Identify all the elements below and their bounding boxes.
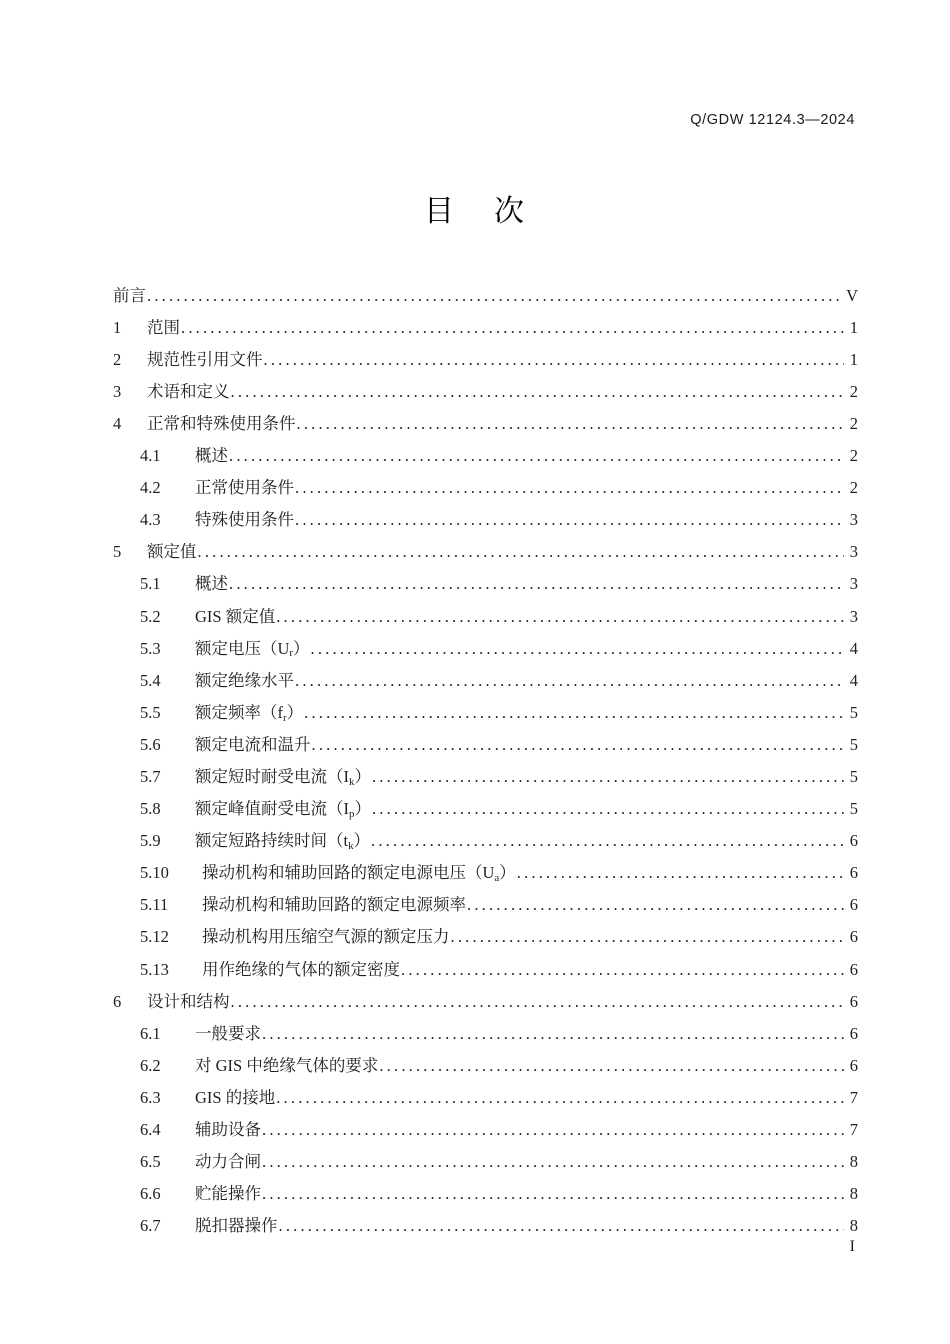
toc-entry-label: GIS 的接地 bbox=[195, 1087, 276, 1107]
toc-dot-leader bbox=[467, 897, 844, 914]
toc-dot-leader bbox=[401, 962, 844, 979]
toc-entry-number: 6 bbox=[113, 991, 122, 1011]
toc-entry-subscript: p bbox=[349, 807, 355, 820]
toc-dot-leader bbox=[297, 416, 845, 433]
toc-entry-page-number: 6 bbox=[849, 1055, 858, 1075]
toc-entry-page-number: 7 bbox=[849, 1120, 858, 1140]
toc-entry-number: 3 bbox=[113, 381, 122, 401]
toc-entry-label: 操动机构用压缩空气源的额定压力 bbox=[202, 927, 450, 947]
toc-entry-page-number: 3 bbox=[849, 510, 858, 530]
toc-entry-page-number: 6 bbox=[849, 895, 858, 915]
toc-entry-page-number: 5 bbox=[849, 702, 858, 722]
toc-entry-label: 设计和结构 bbox=[147, 991, 230, 1011]
toc-entry[interactable] bbox=[113, 721, 858, 753]
toc-entry[interactable] bbox=[113, 1139, 858, 1171]
toc-entry[interactable] bbox=[113, 1074, 858, 1106]
toc-dot-leader bbox=[295, 512, 844, 529]
toc-dot-leader bbox=[371, 833, 844, 850]
toc-entry-label: 一般要求 bbox=[195, 1023, 261, 1043]
toc-entry-label: 用作绝缘的气体的额定密度 bbox=[202, 959, 400, 979]
toc-entry-label: 额定电流和温升 bbox=[195, 734, 311, 754]
toc-entry-page-number: 4 bbox=[849, 670, 858, 690]
toc-entry-number: 5 bbox=[113, 542, 122, 562]
toc-entry[interactable] bbox=[113, 1042, 858, 1074]
toc-entry-page-number: 1 bbox=[849, 349, 858, 369]
toc-entry[interactable] bbox=[113, 657, 858, 689]
toc-entry-number: 6.3 bbox=[140, 1087, 161, 1107]
toc-entry-label: 额定电压$(U_r)$ bbox=[195, 638, 310, 660]
toc-entry-number: 5.9 bbox=[140, 831, 161, 851]
toc-entry-label: 操动机构和辅助回路的额定电源频率 bbox=[202, 895, 466, 915]
toc-entry-number: 6.6 bbox=[140, 1184, 161, 1204]
toc-entry-subscript: a bbox=[494, 872, 500, 885]
toc-entry-label: 规范性引用文件 bbox=[147, 349, 263, 369]
toc-entry[interactable] bbox=[113, 1106, 858, 1138]
toc-entry-label: GIS 额定值 bbox=[195, 606, 276, 626]
toc-entry[interactable] bbox=[113, 561, 858, 593]
page-title: 目 次 bbox=[424, 195, 526, 228]
toc-entry-page-number: 2 bbox=[849, 478, 858, 498]
toc-entry-page-number: 8 bbox=[849, 1216, 858, 1236]
toc-entry-number: 5.7 bbox=[140, 767, 161, 786]
toc-entry-number: 6.4 bbox=[140, 1120, 161, 1140]
toc-entry-number: 6.5 bbox=[140, 1152, 161, 1172]
toc-entry[interactable] bbox=[113, 882, 858, 914]
toc-entry[interactable] bbox=[113, 946, 858, 978]
toc-entry-page-number: 5 bbox=[849, 767, 858, 786]
toc-entry-number: 6.1 bbox=[140, 1023, 161, 1043]
toc-entry-page-number: 6 bbox=[849, 831, 858, 851]
document-header-standard-number: Q/GDW 12124.3—2024 bbox=[690, 112, 855, 128]
toc-entry-page-number: 8 bbox=[849, 1152, 858, 1172]
toc-entry[interactable] bbox=[113, 400, 858, 432]
toc-entry-number: 5.11 bbox=[140, 895, 169, 915]
toc-dot-leader bbox=[311, 641, 844, 658]
toc-entry-page-number: 5 bbox=[849, 799, 858, 819]
toc-entry[interactable] bbox=[113, 753, 858, 788]
toc-entry[interactable] bbox=[113, 593, 858, 625]
toc-entry-subscript: k bbox=[349, 775, 355, 788]
toc-entry-label: 范围 bbox=[147, 317, 180, 337]
toc-entry-label: 额定频率$(f_r)$ bbox=[195, 702, 304, 724]
toc-dot-leader bbox=[451, 929, 845, 946]
toc-entry-label: 额定短路持续时间$(t_k)$ bbox=[195, 831, 371, 853]
toc-dot-leader bbox=[229, 448, 844, 465]
toc-dot-leader bbox=[262, 1154, 844, 1171]
toc-entry[interactable] bbox=[113, 1010, 858, 1042]
toc-entry-label: 额定值 bbox=[147, 542, 197, 562]
toc-entry-label: 脱扣器操作 bbox=[195, 1216, 278, 1236]
toc-entry[interactable] bbox=[113, 336, 858, 368]
toc-entry[interactable] bbox=[113, 497, 858, 529]
toc-entry-page-number: 5 bbox=[849, 734, 858, 754]
toc-dot-leader bbox=[372, 769, 844, 786]
toc-entry-page-number: 6 bbox=[849, 1023, 858, 1043]
toc-entry[interactable] bbox=[113, 625, 858, 660]
toc-entry-page-number: 6 bbox=[849, 863, 858, 883]
toc-entry[interactable] bbox=[113, 1171, 858, 1203]
toc-entry-number: 5.8 bbox=[140, 799, 161, 819]
toc-dot-leader bbox=[231, 994, 845, 1011]
toc-dot-leader bbox=[231, 384, 845, 401]
toc-entry-subscript: k bbox=[348, 840, 354, 853]
toc-entry-label: 前言 bbox=[113, 285, 146, 305]
toc-entry[interactable] bbox=[113, 818, 858, 853]
toc-entry-number: 5.10 bbox=[140, 863, 169, 883]
toc-entry-number: 6.2 bbox=[140, 1055, 161, 1075]
toc-entry[interactable] bbox=[113, 786, 858, 818]
toc-entry-number: 5.5 bbox=[140, 702, 161, 722]
toc-entry-label: 概述 bbox=[195, 446, 228, 466]
toc-entry-label: 操动机构和辅助回路的额定电源电压$(U_a)$ bbox=[202, 863, 516, 885]
toc-entry-number: 4 bbox=[113, 413, 122, 433]
toc-entry[interactable] bbox=[113, 368, 858, 400]
toc-dot-leader bbox=[262, 1026, 844, 1043]
toc-entry-label: 对 GIS 中绝缘气体的要求 bbox=[195, 1055, 379, 1075]
toc-entry-label: 术语和定义 bbox=[147, 381, 230, 401]
toc-entry-number: 5.3 bbox=[140, 638, 161, 658]
toc-entry-number: 5.13 bbox=[140, 959, 169, 979]
toc-entry-subscript: r bbox=[289, 647, 294, 660]
toc-entry-number: 2 bbox=[113, 349, 122, 369]
toc-entry[interactable] bbox=[113, 850, 858, 885]
toc-entry-page-number: V bbox=[846, 285, 858, 305]
toc-dot-leader bbox=[372, 801, 844, 818]
toc-dot-leader bbox=[147, 288, 844, 305]
toc-entry-number: 5.12 bbox=[140, 927, 169, 947]
toc-entry-label: 正常使用条件 bbox=[195, 478, 294, 498]
toc-entry-label: 额定绝缘水平 bbox=[195, 670, 294, 690]
toc-entry-label: 额定峰值耐受电流$(I_p)$ bbox=[195, 799, 371, 820]
toc-entry-label: 特殊使用条件 bbox=[195, 510, 294, 530]
toc-entry-page-number: 3 bbox=[849, 606, 858, 626]
toc-entry-number: 1 bbox=[113, 317, 122, 337]
toc-entry[interactable] bbox=[113, 978, 858, 1010]
toc-dot-leader bbox=[295, 480, 844, 497]
toc-dot-leader bbox=[198, 544, 845, 561]
toc-entry-number: 5.4 bbox=[140, 670, 161, 690]
toc-entry-subscript: r bbox=[283, 711, 287, 724]
table-of-contents bbox=[113, 272, 858, 1235]
toc-dot-leader bbox=[312, 737, 845, 754]
toc-entry[interactable] bbox=[113, 304, 858, 336]
toc-dot-leader bbox=[264, 352, 845, 369]
toc-entry-page-number: 4 bbox=[849, 638, 858, 658]
toc-entry-page-number: 3 bbox=[849, 542, 858, 562]
toc-dot-leader bbox=[276, 1090, 844, 1107]
toc-entry-page-number: 2 bbox=[849, 446, 858, 466]
toc-entry-label: 额定短时耐受电流$(I_k)$ bbox=[195, 767, 371, 788]
toc-entry[interactable] bbox=[113, 914, 858, 946]
toc-entry-number: 6.7 bbox=[140, 1216, 161, 1236]
toc-entry-page-number: 6 bbox=[849, 959, 858, 979]
toc-entry-label: 动力合闸 bbox=[195, 1152, 261, 1172]
toc-entry-number: 4.1 bbox=[140, 446, 161, 466]
toc-dot-leader bbox=[276, 609, 844, 626]
toc-entry-number: 5.2 bbox=[140, 606, 161, 626]
toc-entry-number: 4.2 bbox=[140, 478, 161, 498]
toc-entry-page-number: 3 bbox=[849, 574, 858, 594]
toc-dot-leader bbox=[517, 865, 844, 882]
toc-dot-leader bbox=[379, 1058, 844, 1075]
toc-entry[interactable] bbox=[113, 1203, 858, 1235]
toc-entry-label: 概述 bbox=[195, 574, 228, 594]
toc-entry-page-number: 2 bbox=[849, 413, 858, 433]
toc-entry-number: 4.3 bbox=[140, 510, 161, 530]
toc-entry-number: 5.6 bbox=[140, 734, 161, 754]
toc-dot-leader bbox=[181, 320, 844, 337]
footer-page-number: I bbox=[849, 1238, 855, 1255]
toc-entry-page-number: 7 bbox=[849, 1087, 858, 1107]
toc-entry-page-number: 2 bbox=[849, 381, 858, 401]
toc-entry-label: 正常和特殊使用条件 bbox=[147, 413, 296, 433]
toc-dot-leader bbox=[304, 705, 844, 722]
toc-dot-leader bbox=[229, 576, 844, 593]
toc-entry-page-number: 6 bbox=[849, 927, 858, 947]
toc-entry-number: 5.1 bbox=[140, 574, 161, 594]
toc-entry[interactable] bbox=[113, 529, 858, 561]
toc-dot-leader bbox=[262, 1122, 844, 1139]
toc-entry[interactable] bbox=[113, 432, 858, 464]
toc-entry-label: 贮能操作 bbox=[195, 1184, 261, 1204]
toc-entry-page-number: 6 bbox=[849, 991, 858, 1011]
toc-entry-page-number: 8 bbox=[849, 1184, 858, 1204]
toc-entry[interactable] bbox=[113, 465, 858, 497]
toc-entry-page-number: 1 bbox=[849, 317, 858, 337]
toc-dot-leader bbox=[279, 1218, 845, 1235]
toc-entry[interactable] bbox=[113, 689, 858, 724]
toc-entry-label: 辅助设备 bbox=[195, 1120, 261, 1140]
toc-dot-leader bbox=[262, 1186, 844, 1203]
toc-dot-leader bbox=[295, 673, 844, 690]
toc-entry[interactable] bbox=[113, 272, 858, 304]
